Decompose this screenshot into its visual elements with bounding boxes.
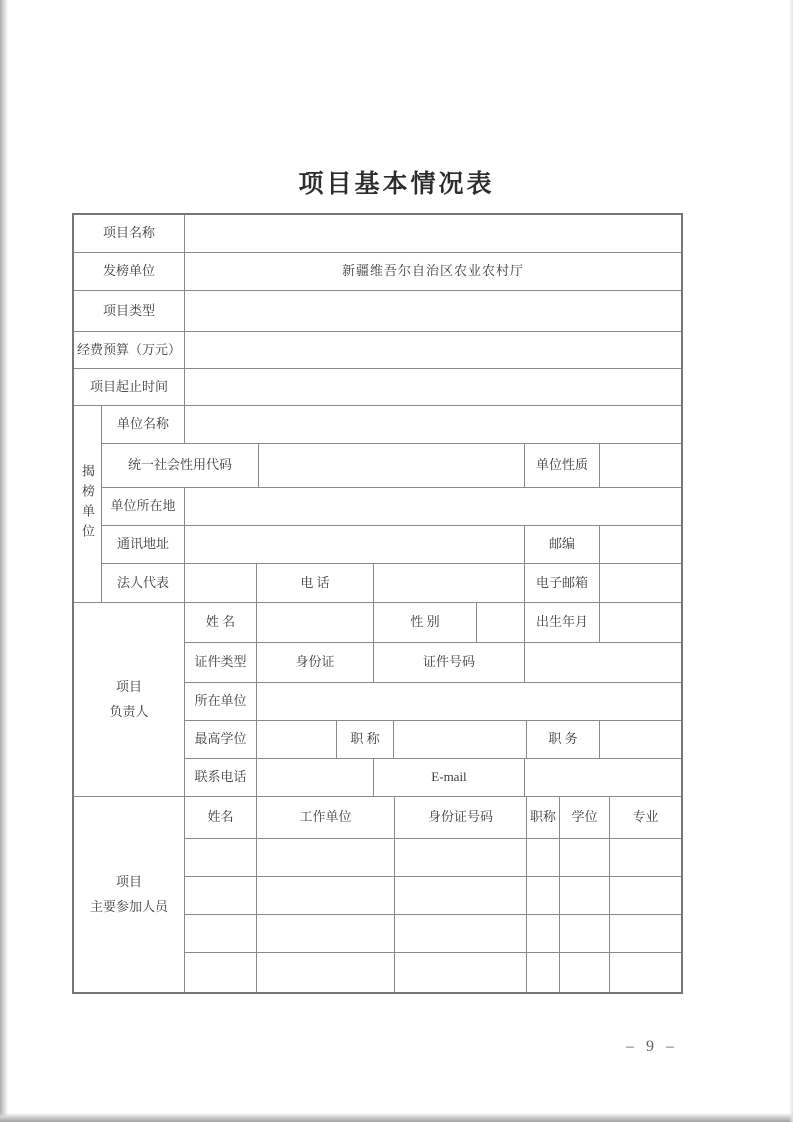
- credit-code-value: [259, 444, 525, 487]
- legal-rep-value: [185, 564, 257, 602]
- participants-header-id: 身份证号码: [395, 797, 527, 838]
- row-leader-unit: [185, 683, 681, 721]
- participants-header-degree: 学位: [560, 797, 610, 838]
- unit-location-label: 单位所在地: [102, 488, 185, 525]
- leader-birth-value: [600, 603, 681, 642]
- row-credit-code: [102, 444, 681, 488]
- section-project-leader: [74, 603, 681, 797]
- project-name-label: 项目名称: [74, 215, 185, 252]
- leader-contact-label: 联系电话: [185, 759, 257, 796]
- row-project-duration: [74, 369, 681, 406]
- issuing-unit-label: 发榜单位: [74, 253, 185, 290]
- leader-id-number-label: 证件号码: [374, 643, 525, 682]
- awardee-unit-section-label-text: 揭榜单位: [80, 464, 95, 544]
- participants-label-line1: 项目: [115, 873, 142, 889]
- project-duration-label: 项目起止时间: [74, 369, 185, 405]
- project-leader-label-line2: 负责人: [109, 703, 149, 719]
- participants-section-label: [74, 797, 185, 992]
- row-project-type: [74, 291, 681, 332]
- leader-unit-label: 所在单位: [185, 683, 257, 720]
- leader-birth-label: 出生年月: [525, 603, 600, 642]
- budget-value: [185, 332, 681, 368]
- unit-email-label: 电子邮箱: [525, 564, 600, 602]
- row-issuing-unit: [74, 253, 681, 291]
- page-number: – 9 –: [626, 1038, 678, 1055]
- project-type-value: [185, 291, 681, 331]
- awardee-unit-section-label: [74, 406, 102, 602]
- unit-nature-label: 单位性质: [525, 444, 600, 487]
- participants-header-name: 姓名: [185, 797, 257, 838]
- row-leader-contact: [185, 759, 681, 796]
- participants-header-title: 职称: [527, 797, 560, 838]
- participants-label-line2: 主要参加人员: [89, 898, 168, 914]
- project-duration-value: [185, 369, 681, 405]
- unit-nature-value: [600, 444, 681, 487]
- leader-gender-value: [477, 603, 525, 642]
- row-unit-name: [102, 406, 681, 444]
- project-type-label: 项目类型: [74, 291, 185, 331]
- unit-location-value: [185, 488, 681, 525]
- scan-artifact-bottom-edge: [0, 1113, 793, 1122]
- project-name-value: [185, 215, 681, 252]
- participants-header-major: 专业: [632, 809, 659, 825]
- budget-label: 经费预算（万元）: [74, 332, 185, 368]
- participants-empty-row: [185, 839, 681, 877]
- leader-id-number-value: [525, 643, 681, 682]
- row-project-name: [74, 215, 681, 253]
- project-leader-label-line1: 项目: [115, 678, 142, 694]
- unit-phone-value: [374, 564, 525, 602]
- participants-header-row: [185, 797, 681, 839]
- leader-position-value: [600, 721, 681, 758]
- row-leader-name: [185, 603, 681, 643]
- leader-title-label: 职 称: [337, 721, 394, 758]
- row-mailing-address: [102, 526, 681, 564]
- leader-name-label: 姓 名: [185, 603, 257, 642]
- leader-name-value: [257, 603, 374, 642]
- participants-empty-row: [185, 915, 681, 953]
- legal-rep-label: 法人代表: [102, 564, 185, 602]
- leader-gender-label: 性 别: [374, 603, 477, 642]
- leader-id-type-label: 证件类型: [185, 643, 257, 682]
- postcode-label: 邮编: [525, 526, 600, 563]
- unit-name-label: 单位名称: [102, 406, 185, 443]
- leader-email-label: E-mail: [374, 759, 525, 796]
- section-participants: [74, 797, 681, 992]
- participants-empty-row: [185, 877, 681, 915]
- leader-unit-value: [257, 683, 681, 720]
- leader-degree-label: 最高学位: [185, 721, 257, 758]
- unit-email-value: [600, 564, 681, 602]
- leader-title-value: [394, 721, 527, 758]
- participants-header-unit: 工作单位: [257, 797, 395, 838]
- leader-position-label: 职 务: [527, 721, 600, 758]
- project-leader-section-label: [74, 603, 185, 796]
- leader-degree-value: [257, 721, 337, 758]
- participants-empty-row: [185, 953, 681, 992]
- row-legal-representative: [102, 564, 681, 602]
- mailing-address-value: [185, 526, 525, 563]
- row-budget: [74, 332, 681, 369]
- row-leader-degree: [185, 721, 681, 759]
- issuing-unit-value: 新疆维吾尔自治区农业农村厅: [341, 263, 524, 279]
- project-basic-info-table: [72, 213, 683, 994]
- row-unit-location: [102, 488, 681, 526]
- unit-phone-label: 电 话: [257, 564, 374, 602]
- section-awardee-unit: [74, 406, 681, 603]
- form-title: 项目基本情况表: [298, 171, 495, 198]
- leader-email-value: [525, 759, 681, 796]
- leader-contact-value: [257, 759, 374, 796]
- row-leader-id: [185, 643, 681, 683]
- mailing-address-label: 通讯地址: [102, 526, 185, 563]
- leader-id-type-value: 身份证: [257, 643, 374, 682]
- credit-code-label: 统一社会性用代码: [102, 444, 259, 487]
- unit-name-value: [185, 406, 681, 443]
- postcode-value: [600, 526, 681, 563]
